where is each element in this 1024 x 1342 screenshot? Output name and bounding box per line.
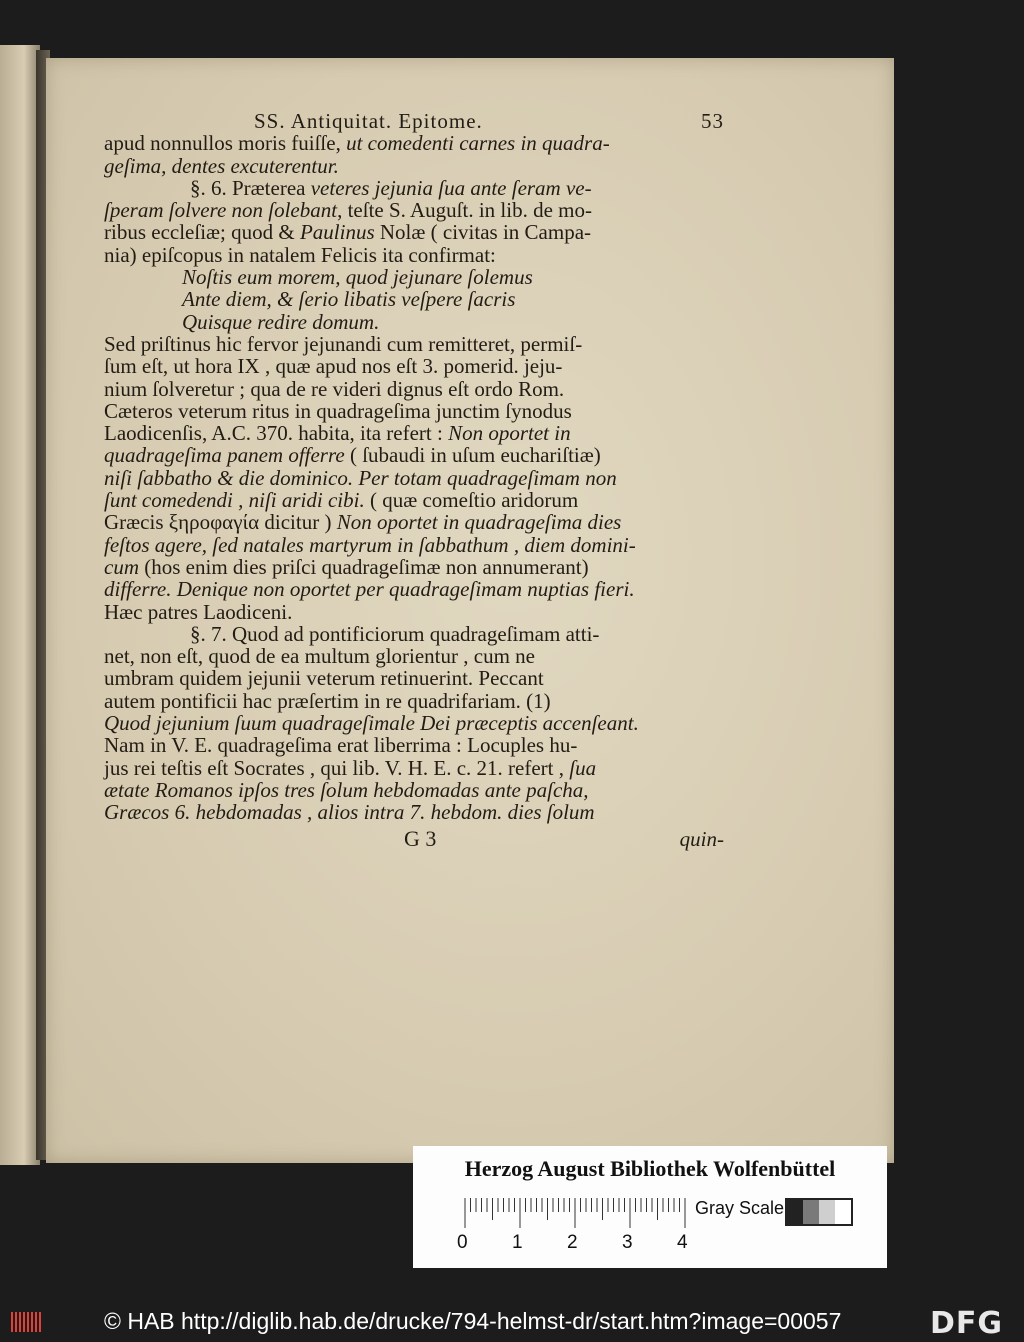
italic-text: ſua bbox=[569, 755, 597, 780]
line-content bbox=[104, 444, 601, 466]
gray-swatch bbox=[787, 1200, 803, 1224]
text-line bbox=[104, 779, 724, 801]
text-line bbox=[104, 667, 724, 689]
italic-text: ſperam ſolvere non ſolebant bbox=[104, 198, 338, 223]
ruler-number: 2 bbox=[567, 1232, 578, 1253]
line-content bbox=[190, 623, 599, 645]
italic-text: niſi ſabbatho & die dominico. Per totam quadrageſimam non bbox=[104, 465, 617, 490]
page-footer bbox=[104, 825, 724, 851]
line-content bbox=[104, 221, 591, 243]
line-content bbox=[182, 266, 533, 288]
line-content bbox=[104, 712, 639, 734]
line-content bbox=[104, 378, 564, 400]
line-content bbox=[104, 355, 562, 377]
italic-text: ſunt comedendi , niſi aridi cibi. bbox=[104, 488, 365, 513]
roman-text: ( quæ comeſtio aridorum bbox=[364, 488, 579, 513]
catchword: quin- bbox=[679, 826, 724, 851]
line-content bbox=[104, 489, 578, 511]
roman-text: autem pontificii hac præſertim in re quadrifariam. (1) bbox=[104, 688, 551, 713]
text-line bbox=[104, 132, 724, 154]
line-content bbox=[104, 757, 596, 779]
italic-text: cum bbox=[104, 554, 139, 579]
color-calibration-card bbox=[413, 1146, 887, 1268]
facing-page-edge bbox=[0, 45, 40, 1165]
page-text bbox=[104, 110, 724, 850]
line-content bbox=[104, 801, 595, 823]
line-content bbox=[182, 311, 379, 333]
gray-swatch bbox=[835, 1200, 851, 1224]
gray-scale-swatches bbox=[785, 1198, 853, 1226]
italic-text: differre. Denique non oportet per quadrageſimam nuptias fieri. bbox=[104, 577, 635, 602]
roman-text: umbram quidem jejunii veterum retinuerint. Peccant bbox=[104, 666, 544, 691]
italic-text: feſtos agere, ſed natales martyrum in ſabbathum , diem domini- bbox=[104, 532, 636, 557]
text-line bbox=[104, 199, 724, 221]
roman-text: Laodicenſis, A.C. 370. habita, ita refert : bbox=[104, 421, 449, 446]
library-logo-icon bbox=[10, 1310, 42, 1334]
italic-text: Quod jejunium ſuum quadrageſimale Dei præceptis accenſeant. bbox=[104, 711, 639, 736]
text-line bbox=[104, 288, 724, 310]
italic-text: veteres jejunia ſua ante ſeram ve- bbox=[310, 175, 592, 200]
italic-text: Noſtis eum morem, quod jejunare ſolemus bbox=[182, 265, 533, 290]
text-line bbox=[104, 355, 724, 377]
line-content bbox=[104, 244, 496, 266]
italic-text: Græcos 6. hebdomadas , alios intra 7. hebdom. dies ſolum bbox=[104, 800, 595, 825]
text-line bbox=[104, 511, 724, 533]
text-line bbox=[104, 757, 724, 779]
line-content bbox=[104, 199, 592, 221]
roman-text: Græcis ξηροφαγία dicitur ) bbox=[104, 510, 337, 535]
ruler-number: 4 bbox=[677, 1232, 688, 1253]
text-line bbox=[104, 556, 724, 578]
line-content bbox=[104, 667, 544, 689]
line-content bbox=[104, 132, 610, 154]
line-content bbox=[104, 155, 339, 177]
roman-text: jus rei teſtis eſt Socrates , qui lib. V. H. E. c. 21. refert , bbox=[104, 755, 570, 780]
text-line bbox=[104, 712, 724, 734]
roman-text: Sed priſtinus hic fervor jejunandi cum remitteret, permiſ- bbox=[104, 331, 583, 356]
roman-text: Nam in V. E. quadrageſima erat liberrima : Locuples hu- bbox=[104, 733, 578, 758]
dfg-logo: DFG bbox=[930, 1306, 1004, 1341]
italic-text: geſima, dentes excuterentur. bbox=[104, 153, 339, 178]
line-content bbox=[104, 467, 617, 489]
roman-text: Hæc patres Laodiceni. bbox=[104, 599, 293, 624]
text-line bbox=[104, 378, 724, 400]
line-content bbox=[104, 645, 535, 667]
line-content bbox=[104, 779, 589, 801]
text-line bbox=[104, 601, 724, 623]
ruler-number: 0 bbox=[457, 1232, 468, 1253]
roman-text: Nolæ ( civitas in Campa- bbox=[374, 220, 592, 245]
italic-text: ætate Romanos ipſos tres ſolum hebdomadas ante paſcha, bbox=[104, 777, 589, 802]
signature-mark: G 3 bbox=[404, 825, 437, 851]
running-header bbox=[104, 110, 724, 132]
roman-text: ( ſubaudi in uſum euchariſtiæ) bbox=[344, 443, 601, 468]
line-content bbox=[104, 511, 621, 533]
line-content bbox=[104, 534, 636, 556]
gray-swatch bbox=[803, 1200, 819, 1224]
roman-text: nium ſolveretur ; qua de re videri dignus eſt ordo Rom. bbox=[104, 376, 565, 401]
italic-text: Paulinus bbox=[299, 220, 375, 245]
italic-text: Ante diem, & ſerio libatis veſpere ſacris bbox=[182, 287, 516, 312]
text-line bbox=[104, 623, 724, 645]
running-head: SS. Antiquitat. Epitome. bbox=[254, 109, 483, 133]
ruler-number: 1 bbox=[512, 1232, 523, 1253]
library-name: Herzog August Bibliothek Wolfenbüttel bbox=[464, 1156, 836, 1181]
text-line bbox=[104, 489, 724, 511]
text-line bbox=[104, 155, 724, 177]
gray-swatch bbox=[819, 1200, 835, 1224]
roman-text: §. 7. Quod ad pontificiorum quadrageſimam atti- bbox=[190, 621, 600, 646]
roman-text: nia) epiſcopus in natalem Felicis ita confirmat: bbox=[104, 242, 496, 267]
roman-text: ribus eccleſiæ; quod & bbox=[104, 220, 300, 245]
line-content bbox=[104, 400, 572, 422]
line-content bbox=[190, 177, 592, 199]
line-content bbox=[104, 422, 571, 444]
text-line bbox=[104, 645, 724, 667]
text-lines bbox=[104, 132, 724, 823]
text-line bbox=[104, 333, 724, 355]
roman-text: ſum eſt, ut hora IX , quæ apud nos eſt 3. pomerid. jeju- bbox=[104, 354, 563, 379]
line-content bbox=[104, 734, 577, 756]
text-line bbox=[104, 467, 724, 489]
text-line bbox=[104, 266, 724, 288]
text-line bbox=[104, 444, 724, 466]
line-content bbox=[104, 333, 582, 355]
copyright-link[interactable]: © HAB http://diglib.hab.de/drucke/794-helmst-dr/start.htm?image=00057 bbox=[104, 1308, 842, 1334]
roman-text: , teſte S. Auguſt. in lib. de mo- bbox=[337, 198, 592, 223]
italic-text: Non oportet in bbox=[448, 421, 571, 446]
roman-text: net, non eſt, quod de ea multum glorientur , cum ne bbox=[104, 644, 535, 669]
text-line bbox=[104, 400, 724, 422]
line-content bbox=[104, 690, 551, 712]
ruler-number: 3 bbox=[622, 1232, 633, 1253]
text-line bbox=[104, 244, 724, 266]
gray-scale-label: Gray Scale bbox=[695, 1198, 785, 1218]
italic-text: ut comedenti carnes in quadra- bbox=[346, 131, 610, 156]
line-content bbox=[182, 288, 515, 310]
text-line bbox=[104, 311, 724, 333]
line-content bbox=[104, 578, 635, 600]
line-content bbox=[104, 601, 292, 623]
roman-text: apud nonnullos moris fuiſſe, bbox=[104, 131, 347, 156]
italic-text: Quisque redire domum. bbox=[182, 309, 380, 334]
roman-text: Cæteros veterum ritus in quadrageſima junctim ſynodus bbox=[104, 398, 572, 423]
text-line bbox=[104, 221, 724, 243]
roman-text: (hos enim dies priſci quadrageſimæ non annumerant) bbox=[139, 554, 589, 579]
text-line bbox=[104, 578, 724, 600]
ruler-numbers bbox=[453, 1232, 713, 1256]
page-number: 53 bbox=[701, 109, 724, 133]
roman-text: §. 6. Præterea bbox=[190, 175, 311, 200]
italic-text: Non oportet in quadrageſima dies bbox=[336, 510, 622, 535]
text-line bbox=[104, 690, 724, 712]
italic-text: quadrageſima panem offerre bbox=[104, 443, 345, 468]
text-line bbox=[104, 534, 724, 556]
text-line bbox=[104, 177, 724, 199]
line-content bbox=[104, 556, 589, 578]
ruler bbox=[461, 1194, 691, 1230]
viewer-footer bbox=[0, 1302, 1024, 1342]
text-line bbox=[104, 801, 724, 823]
text-line bbox=[104, 734, 724, 756]
text-line bbox=[104, 422, 724, 444]
